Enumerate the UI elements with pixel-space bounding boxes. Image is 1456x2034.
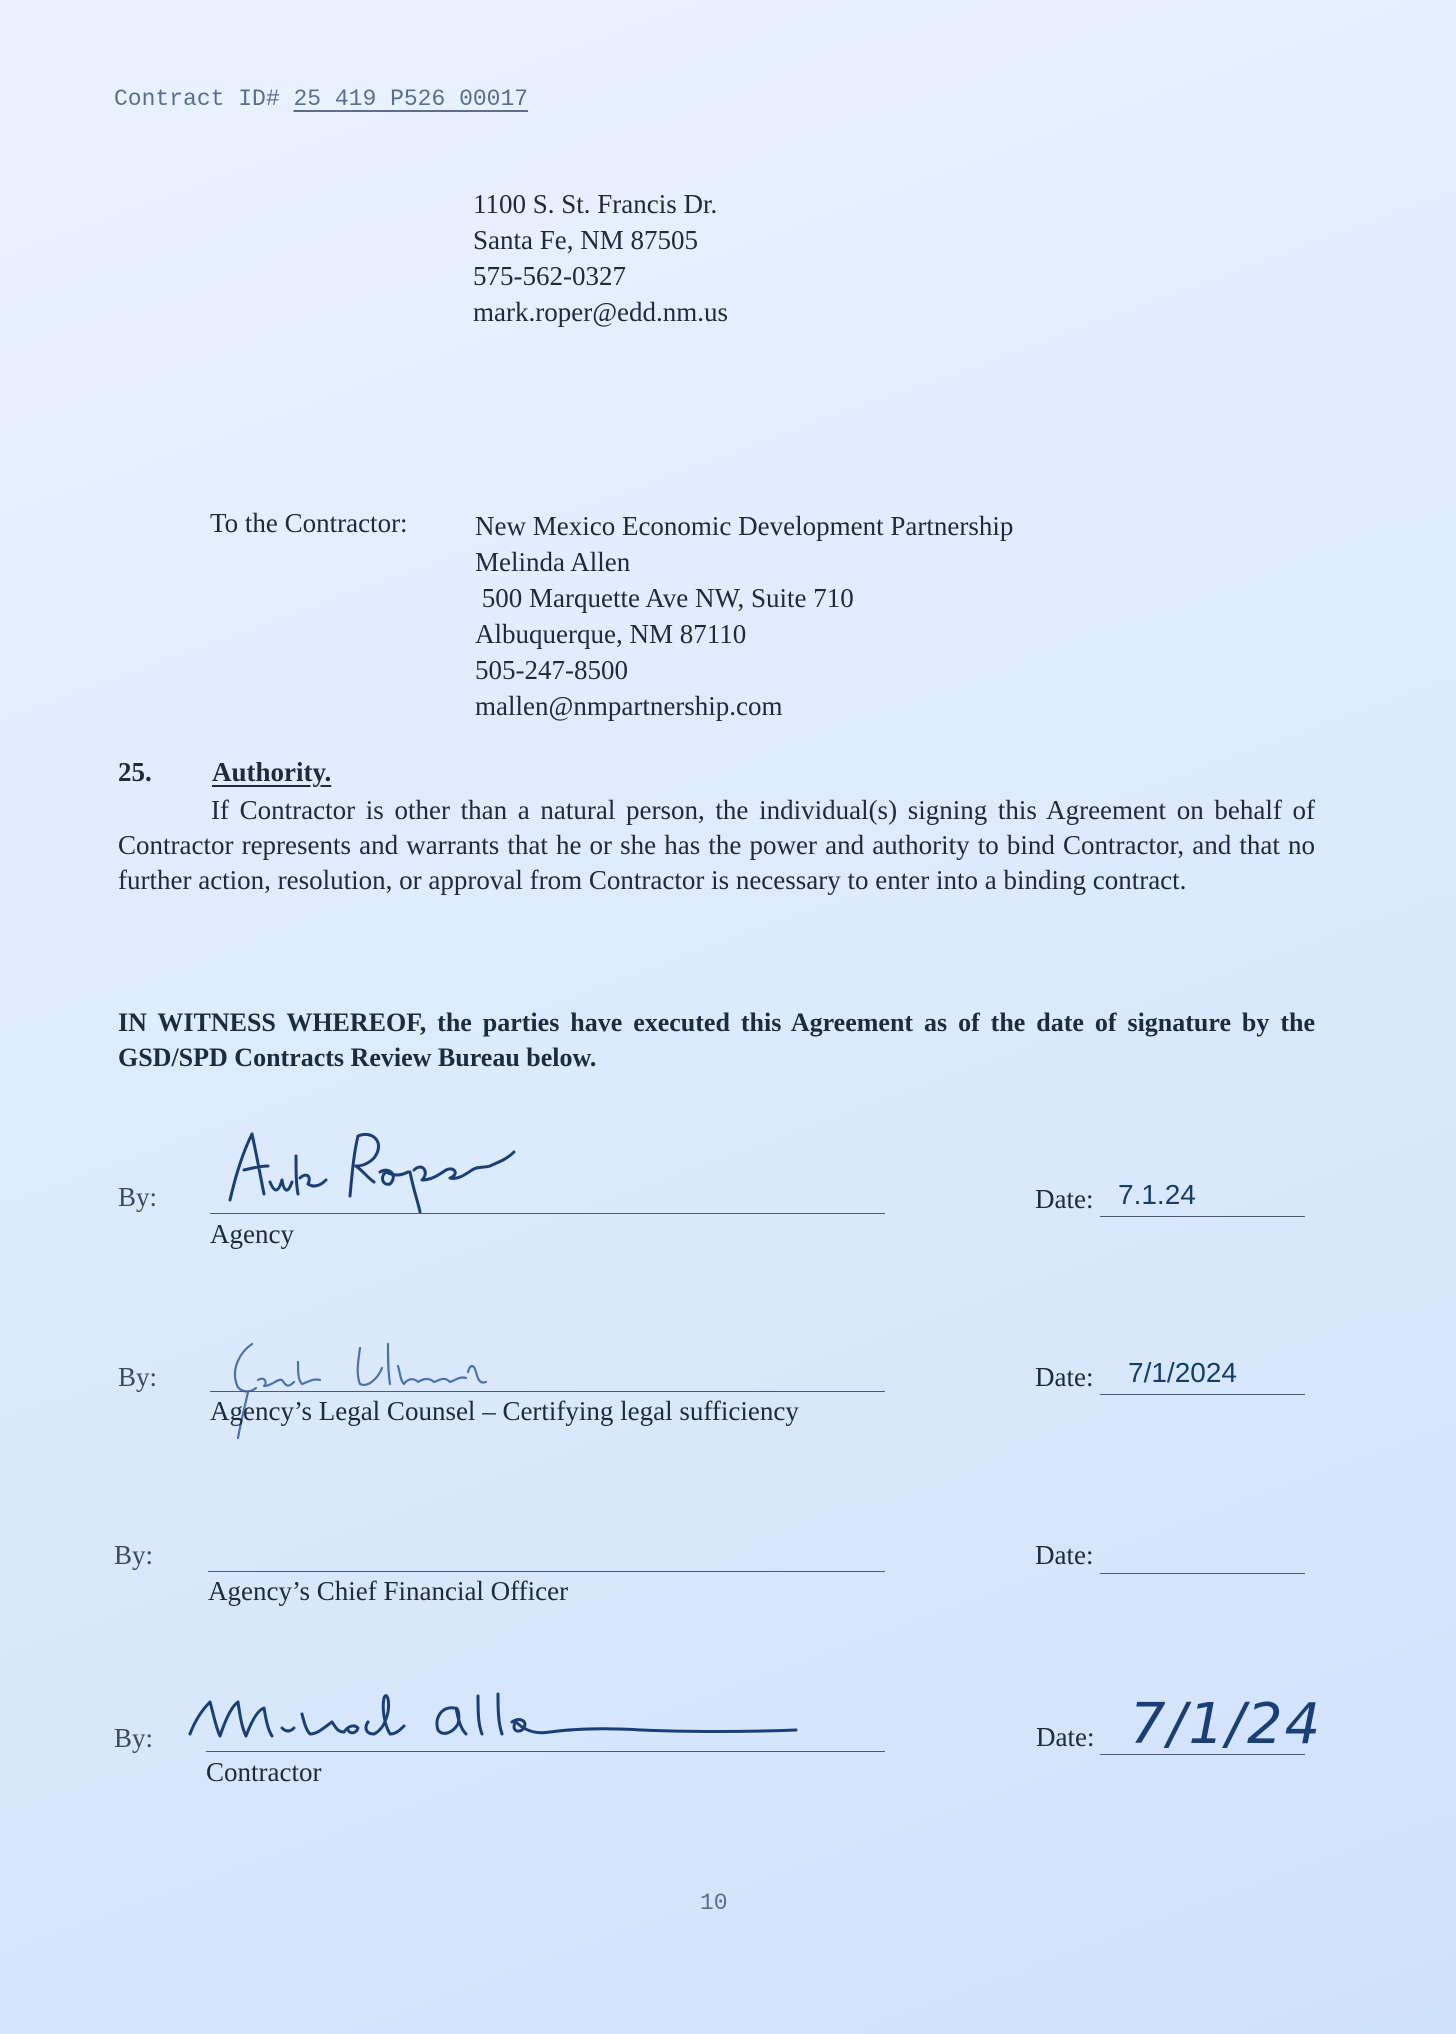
page-number: 10 bbox=[700, 1890, 728, 1916]
date-agency: 7.1.24 bbox=[1118, 1179, 1196, 1210]
contractor-street: 500 Marquette Ave NW, Suite 710 bbox=[475, 583, 854, 613]
date-label-cfo: Date: bbox=[1035, 1540, 1094, 1570]
section-title: Authority. bbox=[212, 757, 332, 787]
section-body: If Contractor is other than a natural person, the individual(s) signing this Agreement on behalf of Contractor represents and warrants that he or she has the power and authority to bind Contractor, and that no further action, resolution, or approval from Contractor is necessary to enter into a binding contract. bbox=[118, 795, 1315, 895]
role-legal-counsel: Agency’s Legal Counsel – Certifying legal sufficiency bbox=[210, 1396, 799, 1426]
contract-id-label: Contract ID# bbox=[114, 86, 280, 112]
date-line-agency bbox=[1100, 1216, 1305, 1217]
by-label-cfo: By: bbox=[114, 1540, 154, 1570]
date-legal-counsel: 7/1/2024 bbox=[1128, 1357, 1237, 1388]
date-contractor: 7/1/24 bbox=[1130, 1692, 1323, 1757]
contractor-city-state: Albuquerque, NM 87110 bbox=[475, 619, 747, 649]
contractor-phone: 505-247-8500 bbox=[475, 655, 628, 685]
agency-signature bbox=[222, 1122, 522, 1212]
role-contractor: Contractor bbox=[206, 1757, 322, 1787]
date-line-cfo bbox=[1100, 1573, 1305, 1574]
by-label-agency: By: bbox=[118, 1182, 158, 1212]
contract-id bbox=[114, 86, 528, 112]
signature-line-contractor bbox=[206, 1751, 885, 1752]
by-label-legal-counsel: By: bbox=[118, 1362, 158, 1392]
agency-address-block bbox=[473, 186, 728, 330]
agency-phone: 575-562-0327 bbox=[473, 261, 626, 291]
role-agency: Agency bbox=[210, 1219, 294, 1249]
contractor-contact-name: Melinda Allen bbox=[475, 547, 631, 577]
date-line-legal-counsel bbox=[1100, 1394, 1305, 1395]
signature-line-legal-counsel bbox=[210, 1391, 885, 1392]
contractor-org: New Mexico Economic Development Partnership bbox=[475, 511, 1014, 541]
contractor-signature bbox=[186, 1678, 806, 1758]
role-cfo: Agency’s Chief Financial Officer bbox=[208, 1576, 569, 1606]
section-number: 25. bbox=[118, 757, 152, 787]
contract-id-number: 25 419 P526 00017 bbox=[293, 86, 529, 112]
by-label-contractor: By: bbox=[114, 1723, 154, 1753]
agency-email: mark.roper@edd.nm.us bbox=[473, 297, 729, 327]
witness-clause: IN WITNESS WHEREOF, the parties have executed this Agreement as of the date of signature by the GSD/SPD Contracts Review Bureau below. bbox=[118, 1008, 1315, 1072]
agency-street: 1100 S. St. Francis Dr. bbox=[473, 189, 718, 219]
contractor-address-block bbox=[475, 508, 1013, 724]
signature-line-cfo bbox=[208, 1571, 885, 1572]
agency-city-state: Santa Fe, NM 87505 bbox=[473, 225, 698, 255]
date-label-contractor: Date: bbox=[1036, 1722, 1095, 1752]
date-label-legal-counsel: Date: bbox=[1035, 1362, 1094, 1392]
contractor-email: mallen@nmpartnership.com bbox=[475, 691, 783, 721]
signature-line-agency bbox=[210, 1213, 885, 1214]
contractor-label: To the Contractor: bbox=[210, 508, 408, 538]
date-label-agency: Date: bbox=[1035, 1184, 1094, 1214]
